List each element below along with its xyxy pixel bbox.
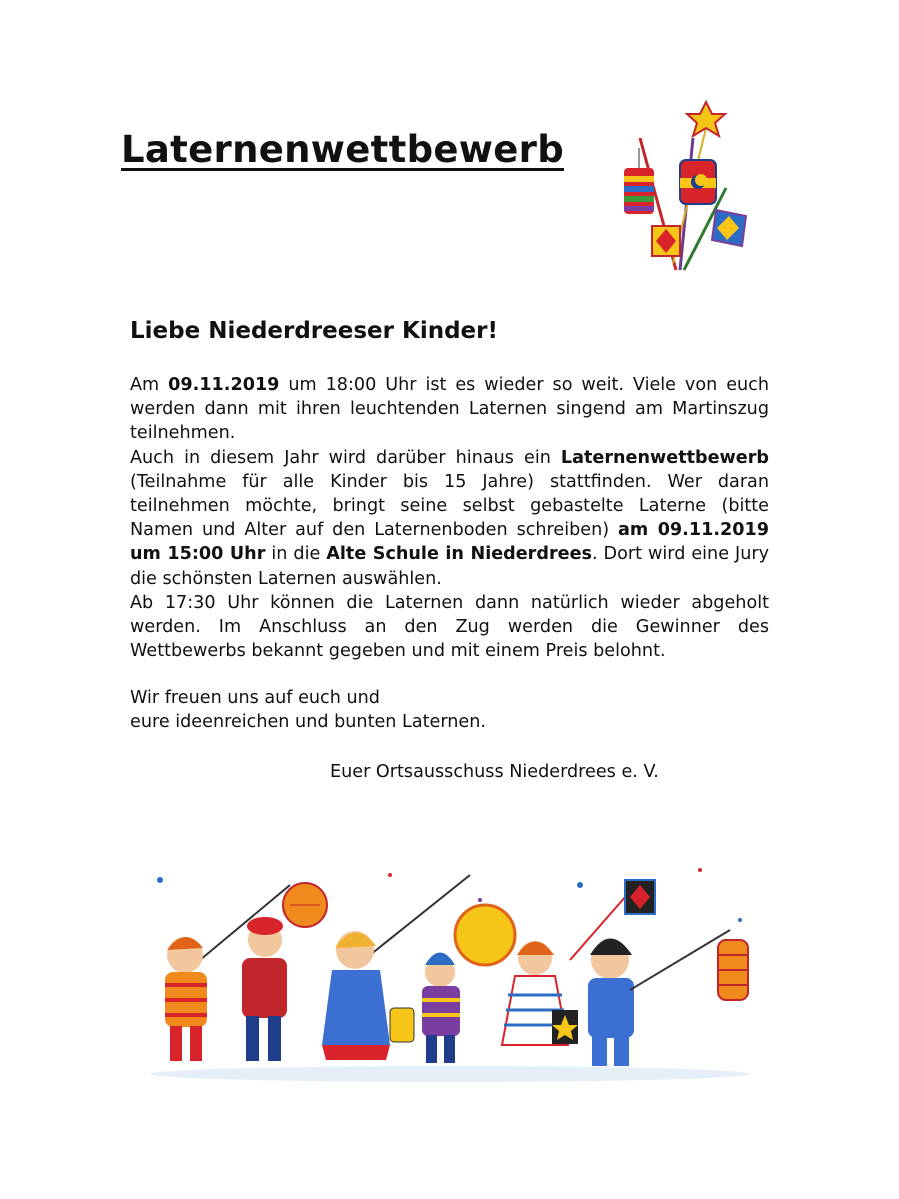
text-segment: in die [265, 544, 327, 565]
lantern-parade-illustration [140, 860, 760, 1085]
contest-name: Laternenwettbewerb [560, 447, 769, 468]
dropoff-datetime: am 09.11.2019 um 15:00 Uhr [130, 520, 769, 565]
body-text [130, 373, 769, 663]
closing-line-2: eure ideenreichen und bunten Laternen. [130, 712, 486, 733]
text-segment: um 18:00 Uhr ist es wieder so weit. Viele von euch werden dann mit ihren leuchtenden Laternen singend am Martinszug teilnehmen. [130, 375, 769, 444]
closing-line-1: Wir freuen uns auf euch und [130, 688, 380, 708]
closing-text [130, 686, 486, 734]
paragraph-intro [130, 373, 769, 446]
greeting-heading: Liebe Niederdreeser Kinder! [130, 318, 498, 344]
dropoff-location: Alte Schule in Niederdrees [326, 544, 592, 565]
paragraph-pickup: Ab 17:30 Uhr können die Laternen dann natürlich wieder abgeholt werden. Im Anschluss an den Zug werden die Gewinner des Wettbewerbs bekannt gegeben und mit einem Preis belohnt. [130, 592, 769, 662]
text-segment: Am [130, 375, 169, 395]
lanterns-illustration [618, 98, 766, 272]
event-date: 09.11.2019 [168, 375, 280, 395]
page-title: Laternenwettbewerb [121, 128, 564, 171]
signature: Euer Ortsausschuss Niederdrees e. V. [330, 762, 659, 782]
paragraph-contest [130, 446, 769, 591]
text-segment: Auch in diesem Jahr wird darüber hinaus ein [130, 447, 561, 468]
text-segment: . Dort wird eine Jury die schönsten Laternen auswählen. [130, 544, 769, 589]
text-segment: (Teilnahme für alle Kinder bis 15 Jahre) stattfinden. Wer daran teilnehmen möchte, bringt seine selbst gebastelte Laterne (bitte Namen und Alter auf den Laternenboden schreiben) [130, 471, 769, 541]
